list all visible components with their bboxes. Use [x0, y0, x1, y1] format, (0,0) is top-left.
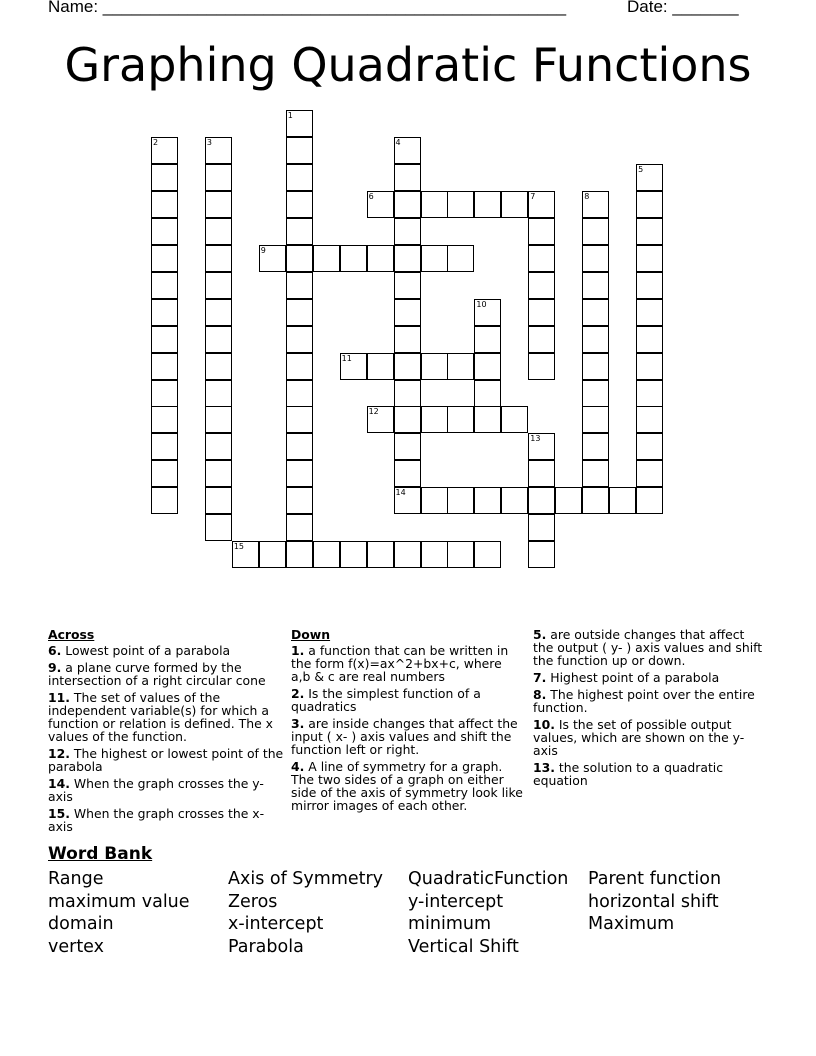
crossword-cell[interactable]	[609, 487, 636, 514]
crossword-cell[interactable]	[394, 460, 421, 487]
crossword-cell[interactable]	[394, 272, 421, 299]
clue-item	[48, 644, 284, 657]
crossword-cell[interactable]	[474, 487, 501, 514]
word-bank-item: horizontal shift	[588, 891, 719, 912]
crossword-cell[interactable]	[474, 380, 501, 407]
crossword-cell[interactable]	[421, 191, 448, 218]
crossword-cell[interactable]	[286, 218, 313, 245]
word-bank-item: Range	[48, 869, 104, 889]
crossword-cell[interactable]	[528, 353, 555, 380]
word-bank	[48, 844, 788, 958]
crossword-cell[interactable]	[636, 487, 663, 514]
crossword-cell[interactable]	[636, 218, 663, 245]
word-bank-item: Maximum	[588, 914, 675, 934]
clue-text: are outside changes that affect the output ( y- ) axis values and shift the function up or down.	[533, 627, 763, 668]
crossword-cell[interactable]	[582, 272, 609, 299]
crossword-cell[interactable]	[474, 326, 501, 353]
clue-text: Is the simplest function of a quadratics	[291, 686, 481, 714]
crossword-cell[interactable]	[636, 326, 663, 353]
clue-text: the solution to a quadratic equation	[533, 760, 724, 788]
crossword-cell[interactable]	[286, 380, 313, 407]
clue-number: 12.	[48, 746, 70, 761]
crossword-cell[interactable]	[205, 272, 232, 299]
crossword-cell[interactable]	[205, 487, 232, 514]
crossword-cell[interactable]	[151, 406, 178, 433]
cell-number: 2	[153, 137, 159, 147]
clue-number: 14.	[48, 776, 70, 791]
crossword-cell[interactable]	[636, 191, 663, 218]
crossword-cell[interactable]	[205, 218, 232, 245]
crossword-cell[interactable]	[205, 191, 232, 218]
crossword-cell[interactable]	[501, 191, 528, 218]
word-bank-item: Vertical Shift	[408, 936, 519, 957]
crossword-cell[interactable]	[421, 541, 448, 568]
crossword-cell[interactable]	[286, 299, 313, 326]
crossword-cell[interactable]	[394, 299, 421, 326]
word-bank-item: QuadraticFunction	[408, 869, 569, 889]
crossword-cell[interactable]	[421, 487, 448, 514]
crossword-cell[interactable]	[636, 460, 663, 487]
cell-number: 4	[395, 137, 401, 147]
crossword-cell[interactable]	[286, 272, 313, 299]
across-heading: Across	[48, 627, 95, 642]
crossword-cell[interactable]	[151, 460, 178, 487]
crossword-cell[interactable]	[286, 245, 313, 272]
clue-number: 10.	[533, 717, 555, 732]
clue-text: are inside changes that affect the input ( x- ) axis values and shift the function left or right.	[291, 716, 518, 757]
clue-number: 11.	[48, 690, 70, 705]
clue-text: When the graph crosses the y-axis	[48, 776, 264, 804]
crossword-cell[interactable]	[528, 460, 555, 487]
crossword-cell[interactable]	[394, 406, 421, 433]
crossword-cell[interactable]	[151, 272, 178, 299]
crossword-cell[interactable]	[151, 353, 178, 380]
crossword-cell[interactable]	[367, 245, 394, 272]
cell-number: 10	[476, 299, 487, 309]
clue-item	[48, 807, 284, 833]
crossword-cell[interactable]	[582, 191, 609, 218]
crossword-cell[interactable]	[474, 406, 501, 433]
crossword-cell[interactable]	[555, 487, 582, 514]
date-field-label[interactable]: Date: _______	[627, 0, 739, 16]
crossword-cell[interactable]	[528, 272, 555, 299]
crossword-cell[interactable]	[286, 487, 313, 514]
crossword-cell[interactable]	[151, 380, 178, 407]
cell-number: 1	[287, 111, 293, 120]
clue-text: Lowest point of a parabola	[61, 643, 231, 658]
crossword-cell[interactable]	[394, 380, 421, 407]
crossword-cell[interactable]	[205, 380, 232, 407]
crossword-cell[interactable]	[582, 299, 609, 326]
word-bank-item: x-intercept	[228, 914, 324, 934]
clue-number: 4.	[291, 759, 305, 774]
crossword-cell[interactable]	[421, 245, 448, 272]
down-clues-continued	[533, 628, 765, 791]
crossword-cell[interactable]	[286, 137, 313, 164]
clue-number: 2.	[291, 686, 305, 701]
crossword-cell[interactable]	[232, 541, 259, 568]
crossword-cell[interactable]	[528, 541, 555, 568]
crossword-cell[interactable]	[205, 245, 232, 272]
crossword-cell[interactable]	[501, 487, 528, 514]
crossword-cell[interactable]	[205, 326, 232, 353]
crossword-cell[interactable]	[151, 299, 178, 326]
crossword-cell[interactable]	[528, 326, 555, 353]
crossword-cell[interactable]	[394, 137, 421, 164]
clue-item	[48, 691, 284, 743]
cell-number: 7	[530, 191, 536, 201]
word-bank-item: Zeros	[228, 891, 278, 912]
crossword-cell[interactable]	[447, 541, 474, 568]
crossword-cell[interactable]	[286, 110, 313, 137]
clue-text: a plane curve formed by the intersection of a right circular cone	[48, 660, 266, 688]
crossword-cell[interactable]	[367, 191, 394, 218]
clue-text: a function that can be written in the form f(x)=ax^2+bx+c, where a,b & c are real numbers	[291, 643, 509, 684]
crossword-cell[interactable]	[394, 353, 421, 380]
crossword-cell[interactable]	[367, 541, 394, 568]
crossword-cell[interactable]	[474, 541, 501, 568]
clue-item	[291, 717, 523, 756]
crossword-cell[interactable]	[636, 299, 663, 326]
page-title: Graphing Quadratic Functions	[64, 38, 752, 92]
crossword-cell[interactable]	[636, 353, 663, 380]
crossword-cell[interactable]	[474, 299, 501, 326]
crossword-cell[interactable]	[151, 433, 178, 460]
crossword-cell[interactable]	[394, 541, 421, 568]
clue-text: Is the set of possible output values, which are shown on the y-axis	[533, 717, 745, 758]
clue-text: The set of values of the independent variable(s) for which a function or relation is defined. The x values of the function.	[48, 690, 273, 744]
clue-item	[48, 777, 284, 803]
clue-number: 9.	[48, 660, 62, 675]
crossword-cell[interactable]	[205, 299, 232, 326]
crossword-cell[interactable]	[474, 191, 501, 218]
clue-text: A line of symmetry for a graph. The two sides of a graph on either side of the axis of symmetry look like mirror images of each other.	[291, 759, 523, 813]
crossword-cell[interactable]	[259, 245, 286, 272]
cell-number: 9	[260, 245, 266, 255]
clue-item	[291, 687, 523, 713]
crossword-cell[interactable]	[582, 433, 609, 460]
cell-number: 3	[206, 137, 212, 147]
crossword-cell[interactable]	[447, 353, 474, 380]
word-bank-item: vertex	[48, 936, 104, 957]
crossword-cell[interactable]	[582, 487, 609, 514]
crossword-cell[interactable]	[205, 460, 232, 487]
clue-item	[533, 761, 765, 787]
crossword-cell[interactable]	[447, 406, 474, 433]
crossword-cell[interactable]	[205, 514, 232, 541]
clue-text: The highest point over the entire function.	[533, 687, 755, 715]
crossword-cell[interactable]	[151, 245, 178, 272]
clue-number: 1.	[291, 643, 305, 658]
clue-number: 7.	[533, 670, 547, 685]
clue-item	[533, 671, 765, 684]
crossword-cell[interactable]	[528, 433, 555, 460]
crossword-cell[interactable]	[582, 353, 609, 380]
clue-item	[533, 628, 765, 667]
crossword-cell[interactable]	[394, 191, 421, 218]
crossword-cell[interactable]	[636, 380, 663, 407]
cell-number: 14	[395, 488, 406, 498]
crossword-cell[interactable]	[151, 487, 178, 514]
crossword-cell[interactable]	[528, 299, 555, 326]
clue-number: 8.	[533, 687, 547, 702]
crossword-cell[interactable]	[286, 353, 313, 380]
word-bank-list	[48, 868, 788, 958]
word-bank-item: Parent function	[588, 869, 722, 889]
cell-number: 5	[638, 164, 644, 174]
crossword-cell[interactable]	[286, 191, 313, 218]
word-bank-item: Axis of Symmetry	[228, 869, 384, 889]
crossword-cell[interactable]	[636, 433, 663, 460]
down-clues	[291, 628, 523, 816]
cell-number: 8	[584, 191, 590, 201]
crossword-cell[interactable]	[421, 406, 448, 433]
crossword-cell[interactable]	[394, 487, 421, 514]
clue-number: 13.	[533, 760, 555, 775]
crossword-cell[interactable]	[286, 460, 313, 487]
clue-item	[48, 747, 284, 773]
crossword-cell[interactable]	[394, 245, 421, 272]
clue-number: 15.	[48, 806, 70, 821]
crossword-cell[interactable]	[528, 191, 555, 218]
crossword-cell[interactable]	[259, 541, 286, 568]
down-heading: Down	[291, 627, 331, 642]
clue-item	[291, 644, 523, 683]
cell-number: 6	[368, 191, 374, 201]
crossword-cell[interactable]	[447, 487, 474, 514]
crossword-cell[interactable]	[636, 245, 663, 272]
crossword-cell[interactable]	[340, 245, 367, 272]
crossword-cell[interactable]	[340, 541, 367, 568]
clue-number: 6.	[48, 643, 62, 658]
clue-item	[291, 760, 523, 812]
clue-item	[533, 718, 765, 757]
crossword-cell[interactable]	[582, 218, 609, 245]
word-bank-item: domain	[48, 914, 114, 934]
crossword-cell[interactable]	[582, 245, 609, 272]
crossword-cell[interactable]	[394, 218, 421, 245]
crossword-cell[interactable]	[474, 353, 501, 380]
crossword-cell[interactable]	[447, 245, 474, 272]
crossword-cell[interactable]	[582, 406, 609, 433]
word-bank-item: Parabola	[228, 936, 304, 957]
crossword-cell[interactable]	[636, 164, 663, 191]
crossword-cell[interactable]	[394, 164, 421, 191]
clue-item	[533, 688, 765, 714]
down-clue-list	[291, 644, 523, 812]
crossword-cell[interactable]	[367, 353, 394, 380]
crossword-cell[interactable]	[205, 406, 232, 433]
down-clue-list-continued	[533, 628, 765, 787]
clue-item	[48, 661, 284, 687]
crossword-cell[interactable]	[151, 326, 178, 353]
crossword-cell[interactable]	[205, 433, 232, 460]
crossword-cell[interactable]	[286, 433, 313, 460]
crossword-cell[interactable]	[205, 164, 232, 191]
word-bank-heading: Word Bank	[48, 844, 153, 864]
crossword-cell[interactable]	[313, 245, 340, 272]
crossword-cell[interactable]	[286, 541, 313, 568]
clue-text: Highest point of a parabola	[546, 670, 720, 685]
crossword-cell[interactable]	[528, 218, 555, 245]
cell-number: 13	[530, 434, 541, 444]
word-bank-item: minimum	[408, 914, 492, 934]
crossword-cell[interactable]	[151, 137, 178, 164]
crossword-cell[interactable]	[421, 353, 448, 380]
cell-number: 11	[341, 353, 352, 363]
crossword-cell[interactable]	[528, 245, 555, 272]
crossword-cell[interactable]	[151, 218, 178, 245]
crossword-cell[interactable]	[447, 191, 474, 218]
crossword-cell[interactable]	[582, 460, 609, 487]
cell-number: 12	[368, 407, 379, 417]
crossword-cell[interactable]	[286, 514, 313, 541]
crossword-cell[interactable]	[582, 326, 609, 353]
clue-text: When the graph crosses the x-axis	[48, 806, 265, 834]
crossword-cell[interactable]	[286, 326, 313, 353]
across-clue-list	[48, 644, 284, 833]
word-bank-item: y-intercept	[408, 891, 504, 912]
crossword-cell[interactable]	[367, 406, 394, 433]
crossword-cell[interactable]	[151, 191, 178, 218]
crossword-cell[interactable]	[636, 406, 663, 433]
name-field-label[interactable]: Name: _________________________________________________	[48, 0, 567, 16]
crossword-cell[interactable]	[286, 164, 313, 191]
across-clues	[48, 628, 284, 837]
cell-number: 15	[233, 542, 245, 552]
crossword-cell[interactable]	[205, 353, 232, 380]
crossword-cell[interactable]	[501, 406, 528, 433]
crossword-cell[interactable]	[313, 541, 340, 568]
word-bank-item: maximum value	[48, 891, 190, 912]
crossword-cell[interactable]	[582, 380, 609, 407]
crossword-cell[interactable]	[286, 406, 313, 433]
crossword-cell[interactable]	[528, 514, 555, 541]
crossword-cell[interactable]	[205, 137, 232, 164]
crossword-cell[interactable]	[340, 353, 367, 380]
crossword-cell[interactable]	[394, 326, 421, 353]
clue-number: 3.	[291, 716, 305, 731]
crossword-cell[interactable]	[636, 272, 663, 299]
crossword-cell[interactable]	[394, 433, 421, 460]
clue-number: 5.	[533, 627, 547, 642]
crossword-cell[interactable]	[528, 487, 555, 514]
crossword-cell[interactable]	[151, 164, 178, 191]
clue-text: The highest or lowest point of the parabola	[48, 746, 284, 774]
